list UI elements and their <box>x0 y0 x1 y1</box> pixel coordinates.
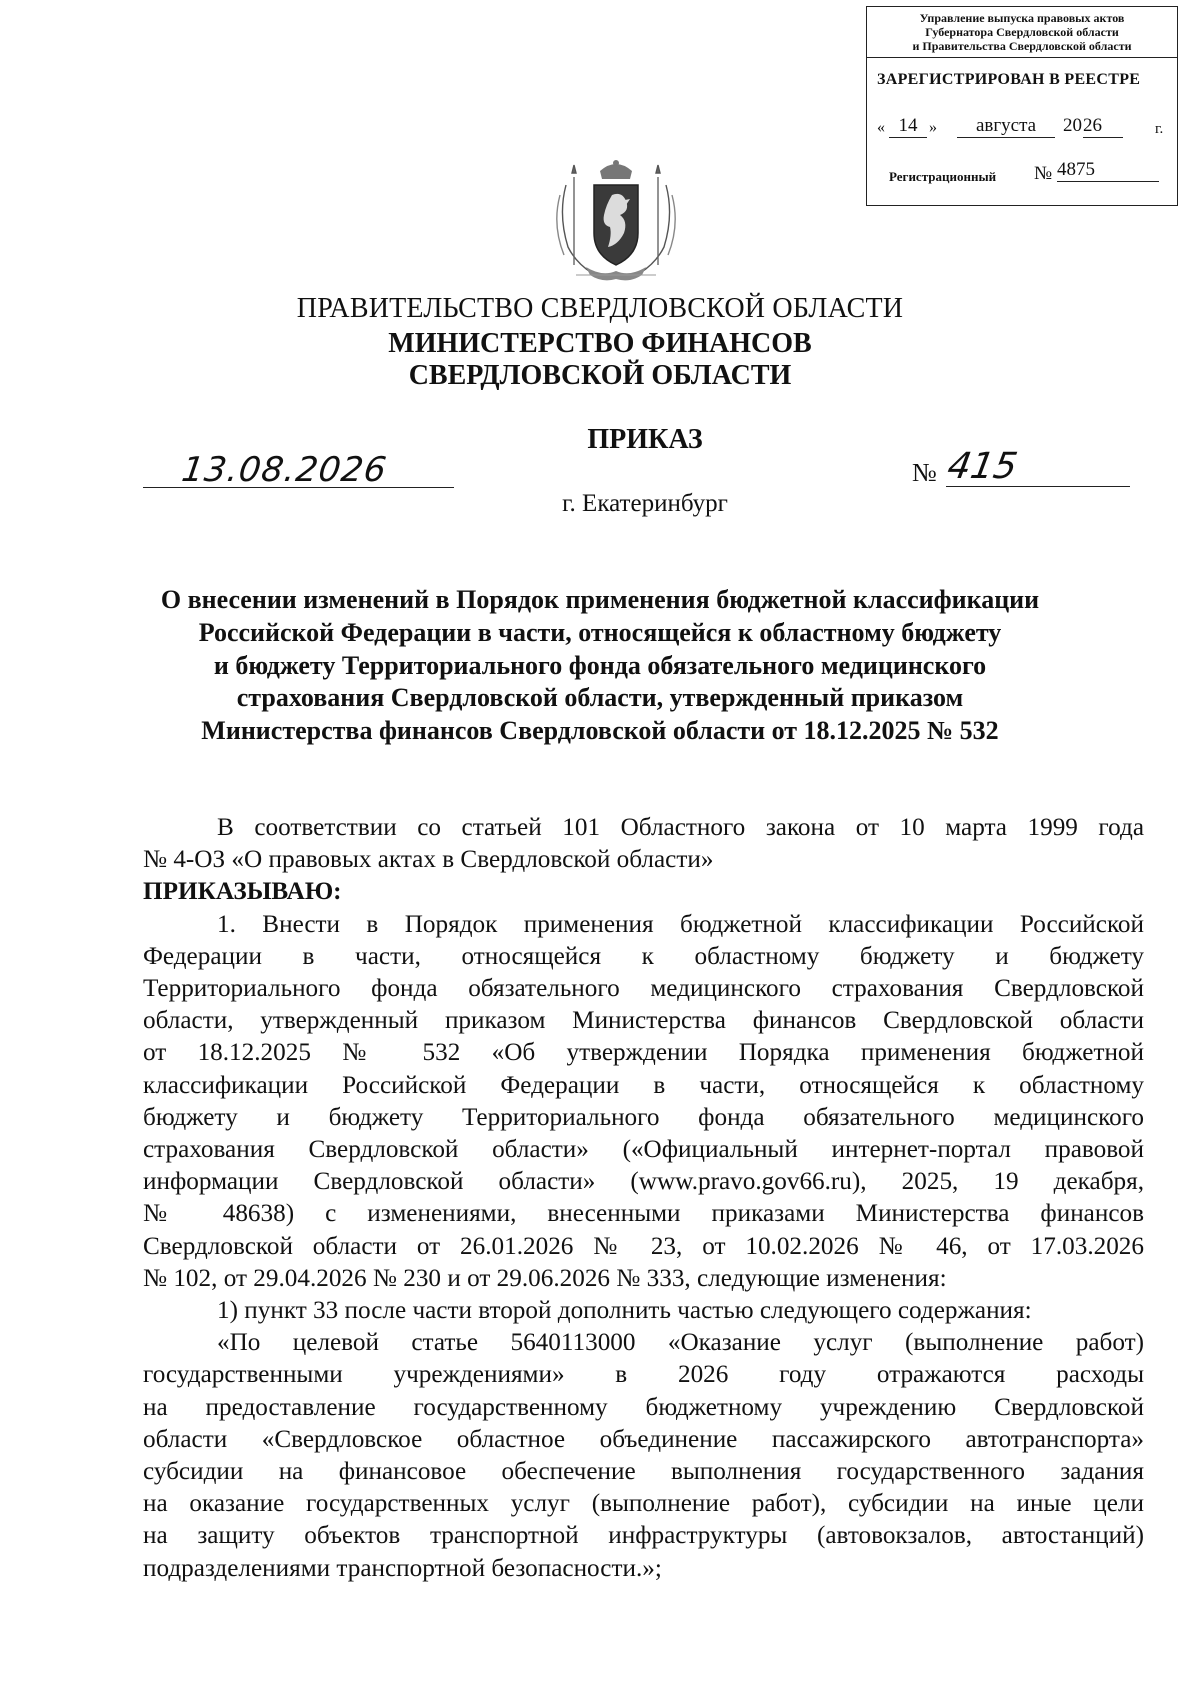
document-body <box>143 812 1144 1585</box>
body-line: 1) пункт 33 после части второй дополнить частью следующего содержания: <box>217 1297 1032 1325</box>
document-type: ПРИКАЗ <box>587 424 703 455</box>
stamp-close-quote: » <box>929 119 937 136</box>
body-line: страхования Свердловской области» («Официальный интернет-портал правовой <box>143 1136 1144 1164</box>
stamp-open-quote: « <box>877 119 885 136</box>
order-number-sign: № <box>912 458 937 487</box>
stamp-month: августа <box>957 115 1055 138</box>
stamp-number <box>889 159 1159 191</box>
body-line: классификации Российской Федерации в части, относящейся к областному <box>143 1071 1144 1099</box>
stamp-header-line: и Правительства Свердловской области <box>912 39 1132 53</box>
org-line-1: ПРАВИТЕЛЬСТВО СВЕРДЛОВСКОЙ ОБЛАСТИ <box>296 293 904 324</box>
stamp-year-prefix: 20 <box>1063 115 1082 136</box>
body-line: на предоставление государственному бюджетному учреждению Свердловской <box>143 1393 1144 1421</box>
body-line: государственными учреждениями» в 2026 году отражаются расходы <box>143 1361 1144 1389</box>
stamp-reg-label: Регистрационный <box>889 169 997 184</box>
stamp-year-abbr: г. <box>1155 121 1164 137</box>
body-line: В соответствии со статьей 101 Областного закона от 10 марта 1999 года <box>217 814 1144 841</box>
stamp-header-line: Губернатора Свердловской области <box>925 25 1119 39</box>
order-date: 13.08.2026 <box>179 450 390 490</box>
org-line-3: СВЕРДЛОВСКОЙ ОБЛАСТИ <box>408 360 792 391</box>
stamp-day: 14 <box>889 115 927 138</box>
stamp-reg-number: 4875 <box>1057 159 1159 182</box>
stamp-date <box>877 115 1173 143</box>
date-underline <box>143 487 454 488</box>
stamp-header <box>867 7 1177 58</box>
body-line: № 102, от 29.04.2026 № 230 и от 29.06.2026 № 333, следующие изменения: <box>143 1264 947 1292</box>
order-directive: ПРИКАЗЫВАЮ: <box>143 878 342 906</box>
body-line: на оказание государственных услуг (выполнение работ), субсидии на иные цели <box>143 1490 1144 1518</box>
number-underline <box>946 486 1130 487</box>
org-line-2: МИНИСТЕРСТВО ФИНАНСОВ <box>388 328 812 359</box>
stamp-year-suffix: 26 <box>1083 115 1123 138</box>
document-title <box>130 584 1070 748</box>
body-line: бюджету и бюджету Территориального фонда обязательного медицинского <box>143 1103 1144 1131</box>
body-line: информации Свердловской области» (www.pravo.gov66.ru), 2025, 19 декабря, <box>143 1168 1144 1196</box>
body-line: области «Свердловское областное объединение пассажирского автотранспорта» <box>143 1425 1144 1453</box>
body-line: субсидии на финансовое обеспечение выполнения государственного задания <box>143 1458 1144 1486</box>
body-line: № 4-ОЗ «О правовых актах в Свердловской области» <box>143 846 714 874</box>
body-line: № 48638) с изменениями, внесенными приказами Министерства финансов <box>143 1200 1144 1228</box>
order-number: 415 <box>944 446 1021 487</box>
title-line: и бюджету Территориального фонда обязательного медицинского <box>213 650 987 680</box>
coat-of-arms-emblem <box>546 155 686 289</box>
body-line: на защиту объектов транспортной инфраструктуры (автовокзалов, автостанций) <box>143 1522 1144 1550</box>
title-line: страхования Свердловской области, утвержденный приказом <box>236 683 964 713</box>
body-line: области, утвержденный приказом Министерства финансов Свердловской области <box>143 1007 1144 1035</box>
body-line: Федерации в части, относящейся к областному бюджету и бюджету <box>143 942 1144 970</box>
stamp-header-line: Управление выпуска правовых актов <box>919 11 1125 25</box>
body-line: Территориального фонда обязательного медицинского страхования Свердловской <box>143 975 1144 1003</box>
body-line: Свердловской области от 26.01.2026 № 23, от 10.02.2026 № 46, от 17.03.2026 <box>143 1232 1144 1260</box>
city: г. Екатеринбург <box>562 490 728 517</box>
body-line: от 18.12.2025 № 532 «Об утверждении Порядка применения бюджетной <box>143 1039 1144 1067</box>
title-line: О внесении изменений в Порядок применения бюджетной классификации <box>160 585 1040 614</box>
body-line: 1. Внести в Порядок применения бюджетной классификации Российской <box>217 910 1144 938</box>
stamp-registered-label: ЗАРЕГИСТРИРОВАН В РЕЕСТРЕ <box>877 71 1141 88</box>
body-line: подразделениями транспортной безопасности.»; <box>143 1554 662 1582</box>
title-line: Министерства финансов Свердловской области от 18.12.2025 № 532 <box>201 716 999 746</box>
registration-stamp <box>866 6 1178 206</box>
title-line: Российской Федерации в части, относящейся к областному бюджету <box>198 617 1002 647</box>
body-line: «По целевой статье 5640113000 «Оказание услуг (выполнение работ) <box>217 1329 1144 1357</box>
stamp-num-sign: № <box>1034 163 1053 184</box>
